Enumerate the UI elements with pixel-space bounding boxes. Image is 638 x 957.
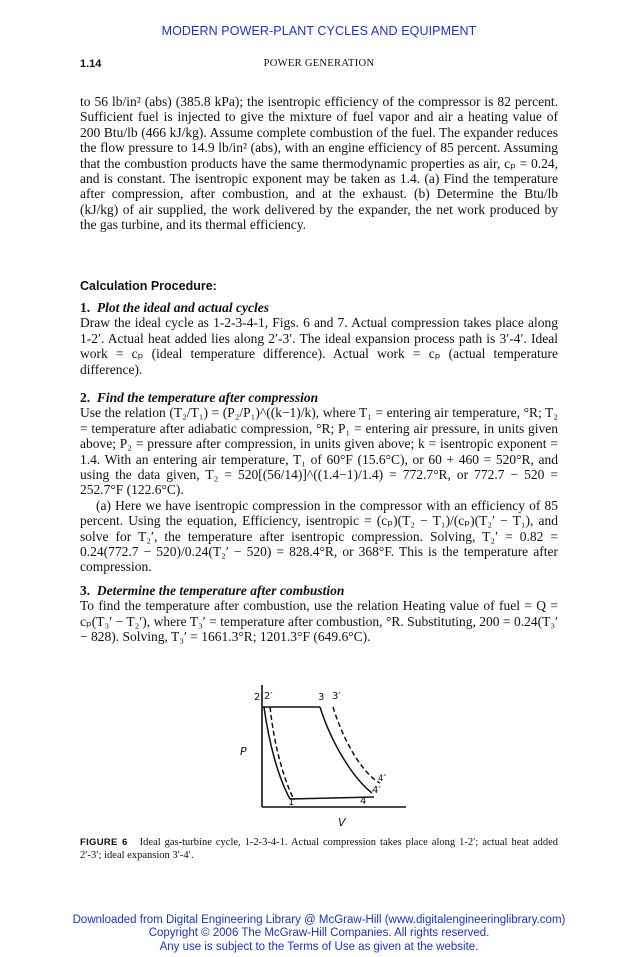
y-axis-label: P <box>240 745 247 758</box>
step-3-paragraph: To find the temperature after combustion, use the relation Heating value of fuel = Q = cₚ(T₃′ − T₂′), where T₃′ = temperature after combustion, °R. Substituting, 200 = 0.24(T₃′ − 828). Solving, T₃′ = 1661.3°R; 1201.3°F (649.6°C). <box>80 598 558 645</box>
pv-diagram-figure <box>232 683 408 831</box>
point-label-2: 2 <box>254 692 261 703</box>
actual-expansion-curve <box>333 707 380 783</box>
step-2-title: Find the temperature after compression <box>96 390 319 405</box>
point-label-4-prime: 4′ <box>372 785 381 796</box>
step-2-paragraph-2: (a) Here we have isentropic compression in the compressor with an efficiency of 85 percent. Using the equation, Efficiency, isentropic = (cₚ)(T₂ − T₁)/(cₚ)(T₂′ − T₁), and solve for T₂′, the temperature after isentropic compression. Solving, T₂′ = 0.82 = 0.24(772.7 − 520)/0.24(T₂′ − 520) = 828.4°R, or 368°F. This is the temperature after compression. <box>80 497 558 575</box>
step-1 <box>80 300 558 377</box>
footer-terms-link[interactable]: Any use is subject to the Terms of Use as given at the website. <box>159 940 479 953</box>
step-1-title: Plot the ideal and actual cycles <box>96 300 269 315</box>
step-2-heading <box>80 390 558 405</box>
intro-paragraph: to 56 lb/in² (abs) (385.8 kPa); the isentropic efficiency of the compressor is 82 percent. Sufficient fuel is injected to give the mixture of fuel vapor and air a heating value of 200 Btu/lb (466 kJ/kg). Assume complete combustion of the fuel. The expander reduces the flow pressure to 14.9 lb/in² (abs), with an engine efficiency of 85 percent. Assuming that the combustion products have the same thermodynamic properties as air, cₚ = 0.24, and is constant. The isentropic exponent may be taken as 1.4. (a) Find the temperature after compression, after combustion, and at the exhaust. (b) Determine the Btu/lb (kJ/kg) of air supplied, the work delivered by the expander, the net work produced by the gas turbine, and its thermal efficiency. <box>80 94 558 233</box>
figure-caption-label: FIGURE 6 <box>80 837 128 848</box>
procedure-heading: Calculation Procedure: <box>80 279 217 293</box>
point-label-4: 4 <box>360 796 367 807</box>
step-3-title: Determine the temperature after combustion <box>96 583 345 598</box>
footer-download-link[interactable]: Downloaded from Digital Engineering Library @ McGraw-Hill (www.digitalengineeringlibrary.com) <box>72 914 566 926</box>
ideal-expansion-curve <box>320 707 372 793</box>
ideal-compression-curve <box>264 707 290 799</box>
point-label-3-prime: 3′ <box>332 691 341 702</box>
intro-paragraph-block <box>80 94 558 233</box>
running-title: POWER GENERATION <box>263 58 375 69</box>
point-label-2-prime: 2′ <box>264 691 273 702</box>
x-axis-label: V <box>338 816 346 829</box>
step-3-number: 3. <box>80 583 91 598</box>
step-3-heading <box>80 583 558 598</box>
point-label-3: 3 <box>318 692 325 703</box>
book-title-banner[interactable]: MODERN POWER-PLANT CYCLES AND EQUIPMENT <box>161 24 477 38</box>
step-1-number: 1. <box>80 300 91 315</box>
footer-copyright: Copyright © 2006 The McGraw-Hill Companies. All rights reserved. <box>148 927 490 940</box>
point-label-4-double-prime: 4″ <box>378 774 387 784</box>
step-2 <box>80 390 558 575</box>
figure-caption-text: Ideal gas-turbine cycle, 1-2-3-4-1. Actual compression takes place along 1-2′; actual heat added 2′-3′; ideal expansion 3′-4′. <box>80 837 559 861</box>
copyright-footer <box>0 914 638 954</box>
step-2-number: 2. <box>80 390 91 405</box>
page-number: 1.14 <box>80 58 102 70</box>
step-1-heading <box>80 300 558 315</box>
figure-caption <box>80 836 558 862</box>
step-2-paragraph-1: Use the relation (T₂/T₁) = (P₂/P₁)^((k−1)/k), where T₁ = entering air temperature, °R; T₂ = temperature after adiabatic compression, °R; P₁ = entering air pressure, in units given above; P₂ = pressure after compression, in units given above; k = isentropic exponent = 1.4. With an entering air temperature, T₁ of 60°F (15.6°C), or 60 + 460 = 520°R, and using the data given, T₂ = 520[(56/14)]^((1.4−1)/1.4) = 772.7°R, or 772.7 − 520 = 252.7°F (122.6°C). <box>80 405 558 498</box>
point-label-1: 1 <box>288 797 295 808</box>
step-3 <box>80 583 558 645</box>
step-1-paragraph: Draw the ideal cycle as 1-2-3-4-1, Figs. 6 and 7. Actual compression takes place along 1-2′. Actual heat added lies along 2′-3′. The ideal expansion process path is 3′-4′. Ideal work = cₚ (ideal temperature difference). Actual work = cₚ (actual temperature difference). <box>80 315 558 377</box>
